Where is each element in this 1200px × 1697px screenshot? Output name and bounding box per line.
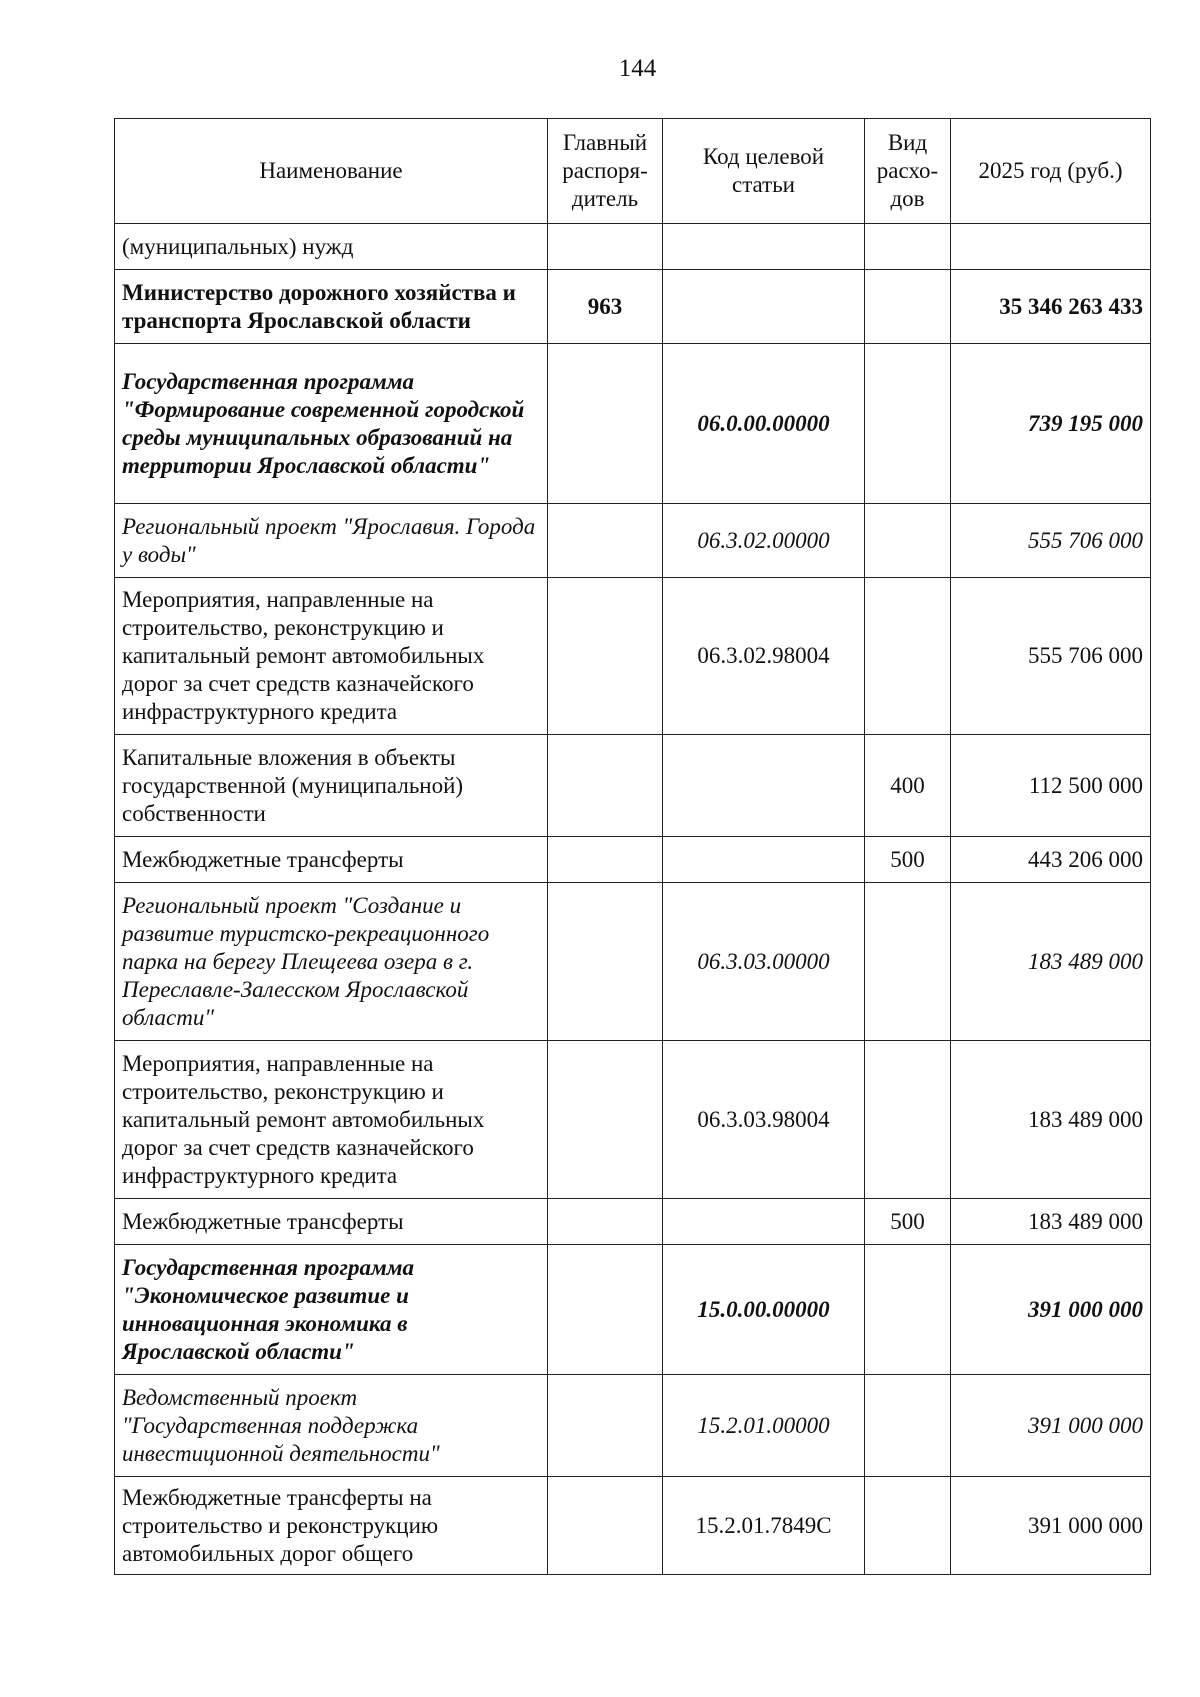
cell-name: Региональный проект "Создание и развитие туристско-рекреационного парка на берегу Плещеева озера в г. Переславле-Залесском Ярославской области" bbox=[115, 883, 548, 1041]
table-row bbox=[115, 1041, 1151, 1199]
table-row bbox=[115, 735, 1151, 837]
cell-name: Министерство дорожного хозяйства и транспорта Ярославской области bbox=[115, 270, 548, 344]
cell-name: Межбюджетные трансферты bbox=[115, 837, 548, 883]
cell-type: 400 bbox=[865, 735, 951, 837]
cell-type bbox=[865, 1375, 951, 1477]
cell-amount: 183 489 000 bbox=[951, 1041, 1151, 1199]
cell-code bbox=[663, 224, 865, 270]
cell-admin: 963 bbox=[548, 270, 663, 344]
cell-admin bbox=[548, 1477, 663, 1575]
cell-amount: 555 706 000 bbox=[951, 504, 1151, 578]
cell-name: Государственная программа "Формирование современной городской среды муниципальных образований на территории Ярославской области" bbox=[115, 344, 548, 504]
cell-type bbox=[865, 1245, 951, 1375]
cell-amount: 391 000 000 bbox=[951, 1245, 1151, 1375]
table-row bbox=[115, 1477, 1151, 1575]
cell-amount: 35 346 263 433 bbox=[951, 270, 1151, 344]
table-body bbox=[115, 224, 1151, 1575]
cell-amount: 391 000 000 bbox=[951, 1375, 1151, 1477]
cell-code: 06.3.02.00000 bbox=[663, 504, 865, 578]
cell-type bbox=[865, 270, 951, 344]
cell-name: Государственная программа "Экономическое развитие и инновационная экономика в Ярославской области" bbox=[115, 1245, 548, 1375]
cell-admin bbox=[548, 1375, 663, 1477]
table-row bbox=[115, 224, 1151, 270]
header-amount: 2025 год (руб.) bbox=[951, 119, 1151, 224]
header-name: Наименование bbox=[115, 119, 548, 224]
cell-admin bbox=[548, 883, 663, 1041]
cell-admin bbox=[548, 578, 663, 735]
cell-name: Региональный проект "Ярославия. Города у воды" bbox=[115, 504, 548, 578]
cell-type bbox=[865, 1477, 951, 1575]
cell-amount: 739 195 000 bbox=[951, 344, 1151, 504]
cell-code: 15.0.00.00000 bbox=[663, 1245, 865, 1375]
cell-admin bbox=[548, 1199, 663, 1245]
cell-type bbox=[865, 1041, 951, 1199]
table-row bbox=[115, 837, 1151, 883]
cell-type bbox=[865, 504, 951, 578]
cell-admin bbox=[548, 735, 663, 837]
table-row bbox=[115, 344, 1151, 504]
cell-type: 500 bbox=[865, 837, 951, 883]
cell-amount: 112 500 000 bbox=[951, 735, 1151, 837]
header-type: Вид расхо-дов bbox=[865, 119, 951, 224]
table-row bbox=[115, 578, 1151, 735]
cell-name: Межбюджетные трансферты на строительство и реконструкцию автомобильных дорог общего bbox=[115, 1477, 548, 1575]
cell-amount: 443 206 000 bbox=[951, 837, 1151, 883]
cell-admin bbox=[548, 1041, 663, 1199]
cell-amount bbox=[951, 224, 1151, 270]
header-admin: Главный распоря-дитель bbox=[548, 119, 663, 224]
cell-type: 500 bbox=[865, 1199, 951, 1245]
cell-name: Мероприятия, направленные на строительство, реконструкцию и капитальный ремонт автомобильных дорог за счет средств казначейского инфраструктурного кредита bbox=[115, 1041, 548, 1199]
page-number: 144 bbox=[618, 55, 657, 82]
table-row bbox=[115, 1199, 1151, 1245]
cell-type bbox=[865, 578, 951, 735]
cell-amount: 183 489 000 bbox=[951, 883, 1151, 1041]
cell-code bbox=[663, 735, 865, 837]
cell-admin bbox=[548, 837, 663, 883]
cell-admin bbox=[548, 224, 663, 270]
cell-type bbox=[865, 883, 951, 1041]
table-row bbox=[115, 883, 1151, 1041]
cell-code: 15.2.01.00000 bbox=[663, 1375, 865, 1477]
cell-code: 06.3.02.98004 bbox=[663, 578, 865, 735]
cell-code bbox=[663, 1199, 865, 1245]
cell-code bbox=[663, 270, 865, 344]
cell-code: 06.0.00.00000 bbox=[663, 344, 865, 504]
cell-code: 06.3.03.00000 bbox=[663, 883, 865, 1041]
cell-admin bbox=[548, 1245, 663, 1375]
table-row bbox=[115, 1375, 1151, 1477]
table-row bbox=[115, 504, 1151, 578]
table-row bbox=[115, 270, 1151, 344]
cell-code bbox=[663, 837, 865, 883]
cell-type bbox=[865, 224, 951, 270]
cell-amount: 555 706 000 bbox=[951, 578, 1151, 735]
cell-name: Ведомственный проект "Государственная поддержка инвестиционной деятельности" bbox=[115, 1375, 548, 1477]
header-code: Код целевой статьи bbox=[663, 119, 865, 224]
table-row bbox=[115, 1245, 1151, 1375]
budget-table bbox=[114, 118, 1151, 1575]
cell-name: Межбюджетные трансферты bbox=[115, 1199, 548, 1245]
cell-type bbox=[865, 344, 951, 504]
cell-amount: 391 000 000 bbox=[951, 1477, 1151, 1575]
cell-code: 06.3.03.98004 bbox=[663, 1041, 865, 1199]
cell-name: Капитальные вложения в объекты государственной (муниципальной) собственности bbox=[115, 735, 548, 837]
table-header-row bbox=[115, 119, 1151, 224]
cell-name: Мероприятия, направленные на строительство, реконструкцию и капитальный ремонт автомобильных дорог за счет средств казначейского инфраструктурного кредита bbox=[115, 578, 548, 735]
cell-code: 15.2.01.7849С bbox=[663, 1477, 865, 1575]
cell-amount: 183 489 000 bbox=[951, 1199, 1151, 1245]
cell-admin bbox=[548, 344, 663, 504]
cell-name: (муниципальных) нужд bbox=[115, 224, 548, 270]
cell-admin bbox=[548, 504, 663, 578]
